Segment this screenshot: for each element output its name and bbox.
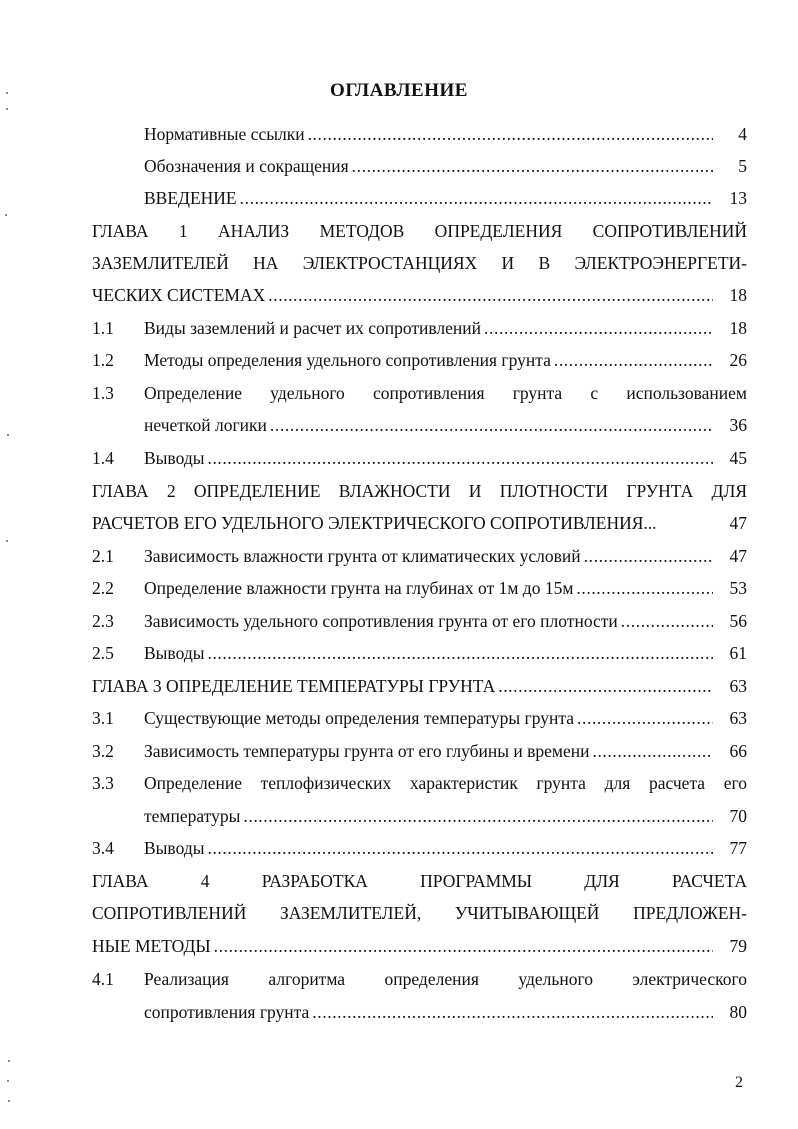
dot-leader <box>309 1002 713 1023</box>
chapter-title: ГЛАВА 2 ОПРЕДЕЛЕНИЕ ВЛАЖНОСТИ И ПЛОТНОСТИ ГРУНТА ДЛЯ <box>92 481 747 501</box>
toc-page-number: 77 <box>729 838 747 858</box>
toc-entry[interactable] <box>92 643 747 675</box>
toc-entry-text: Виды заземлений и расчет их сопротивлений <box>144 318 482 338</box>
chapter-title: РАСЧЕТОВ ЕГО УДЕЛЬНОГО ЭЛЕКТРИЧЕСКОГО СОПРОТИВЛЕНИЯ... <box>92 513 657 533</box>
chapter-title: ГЛАВА 3 ОПРЕДЕЛЕНИЕ ТЕМПЕРАТУРЫ ГРУНТА <box>92 676 496 696</box>
toc-entry[interactable] <box>92 969 747 1001</box>
chapter-heading-line[interactable] <box>92 253 747 285</box>
toc-page-number: 63 <box>729 708 747 728</box>
toc-entry[interactable] <box>92 708 747 740</box>
toc-entry-text: Зависимость влажности грунта от климатических условий <box>144 546 581 566</box>
toc-entry[interactable] <box>92 318 747 350</box>
dot-leader <box>551 350 713 371</box>
toc-entry[interactable] <box>92 578 747 610</box>
dot-leader <box>240 806 713 827</box>
chapter-title: ЗАЗЕМЛИТЕЛЕЙ НА ЭЛЕКТРОСТАНЦИЯХ И В ЭЛЕКТРОЭНЕРГЕТИ- <box>92 253 747 273</box>
toc-page-number: 70 <box>729 806 747 826</box>
chapter-heading-line[interactable] <box>92 903 747 935</box>
toc-page-number: 13 <box>729 188 747 208</box>
toc-entry[interactable] <box>92 936 747 968</box>
section-number: 1.1 <box>92 318 114 338</box>
page-title: ОГЛАВЛЕНИЕ <box>330 80 468 101</box>
toc-entry[interactable] <box>144 124 747 156</box>
section-number: 2.1 <box>92 546 114 566</box>
section-number: 3.3 <box>92 773 114 793</box>
dot-leader <box>237 188 713 209</box>
chapter-title: ГЛАВА 1 АНАЛИЗ МЕТОДОВ ОПРЕДЕЛЕНИЯ СОПРОТИВЛЕНИЙ <box>92 221 747 241</box>
toc-entry-text: Нормативные ссылки <box>144 124 305 144</box>
toc-page-number: 18 <box>729 285 747 305</box>
dot-leader <box>305 124 713 145</box>
section-number: 2.3 <box>92 611 114 631</box>
toc-entry[interactable] <box>92 773 747 805</box>
section-number: 3.1 <box>92 708 114 728</box>
toc-entry-text: Выводы <box>144 448 205 468</box>
scan-speck <box>6 540 8 542</box>
toc-entry[interactable] <box>92 611 747 643</box>
toc-entry[interactable] <box>92 448 747 480</box>
toc-entry-text: температуры <box>144 806 241 826</box>
scan-speck <box>8 1060 10 1062</box>
dot-leader <box>495 676 713 697</box>
toc-page-number: 56 <box>729 611 747 631</box>
toc-page-number: 80 <box>729 1002 747 1022</box>
dot-leader <box>204 838 713 859</box>
section-number: 2.2 <box>92 578 114 598</box>
toc-page-number: 47 <box>729 513 747 533</box>
toc-page-number: 45 <box>729 448 747 468</box>
chapter-heading-line[interactable] <box>92 871 747 903</box>
chapter-heading-line[interactable] <box>92 481 747 513</box>
section-number: 3.4 <box>92 838 114 858</box>
toc-entry[interactable] <box>144 188 747 220</box>
dot-leader <box>204 643 713 664</box>
section-number: 2.5 <box>92 643 114 663</box>
chapter-heading-line[interactable] <box>92 221 747 253</box>
toc-entry-text: Обозначения и сокращения <box>144 156 349 176</box>
section-number: 1.4 <box>92 448 114 468</box>
dot-leader <box>589 741 713 762</box>
toc-entry-continuation[interactable] <box>144 806 747 838</box>
scan-speck <box>7 1080 9 1082</box>
dot-leader <box>481 318 713 339</box>
chapter-title: ЧЕСКИХ СИСТЕМАХ <box>92 285 266 305</box>
toc-page-number: 5 <box>738 156 747 176</box>
toc-page-number: 4 <box>738 124 747 144</box>
toc-entry[interactable] <box>92 546 747 578</box>
dot-leader <box>267 415 713 436</box>
toc-entry[interactable] <box>92 383 747 415</box>
toc-entry-text: Реализация алгоритма определения удельного электрического <box>144 969 747 989</box>
toc-entry[interactable] <box>92 285 747 317</box>
toc-entry-continuation[interactable] <box>144 415 747 447</box>
dot-leader <box>618 611 713 632</box>
toc-entry[interactable] <box>92 350 747 382</box>
toc-entry-text: нечеткой логики <box>144 415 267 435</box>
dot-leader <box>204 448 713 469</box>
toc-entry-text: Определение влажности грунта на глубинах от 1м до 15м <box>144 578 574 598</box>
toc-page-number: 79 <box>729 936 747 956</box>
toc-entry-text: сопротивления грунта <box>144 1002 310 1022</box>
section-number: 1.3 <box>92 383 114 403</box>
scan-speck <box>6 92 8 94</box>
toc-entry-text: Определение удельного сопротивления грунта с использованием <box>144 383 747 403</box>
toc-entry[interactable] <box>92 838 747 870</box>
toc-page-number: 66 <box>729 741 747 761</box>
toc-page-number: 61 <box>729 643 747 663</box>
section-number: 1.2 <box>92 350 114 370</box>
scan-speck <box>8 1100 10 1102</box>
toc-entry-text: Зависимость температуры грунта от его глубины и времени <box>144 741 590 761</box>
toc-entry-text: Существующие методы определения температуры грунта <box>144 708 574 728</box>
toc-entry[interactable] <box>92 513 747 545</box>
dot-leader <box>211 936 713 957</box>
toc-entry[interactable] <box>92 741 747 773</box>
toc-entry-continuation[interactable] <box>144 1002 747 1034</box>
dot-leader <box>349 156 713 177</box>
toc-entry[interactable] <box>92 676 747 708</box>
dot-leader <box>581 546 713 567</box>
section-number: 4.1 <box>92 969 114 989</box>
toc-page-number: 53 <box>729 578 747 598</box>
chapter-title: НЫЕ МЕТОДЫ <box>92 936 211 956</box>
scan-speck <box>7 434 9 436</box>
scan-speck <box>5 214 7 216</box>
dot-leader <box>574 708 713 729</box>
page-number: 2 <box>735 1074 743 1091</box>
toc-entry-text: ВВЕДЕНИЕ <box>144 188 237 208</box>
toc-page-number: 63 <box>729 676 747 696</box>
dot-leader <box>265 285 713 306</box>
chapter-title: ГЛАВА 4 РАЗРАБОТКА ПРОГРАММЫ ДЛЯ РАСЧЕТА <box>92 871 747 891</box>
toc-page-number: 36 <box>729 415 747 435</box>
toc-entry-text: Методы определения удельного сопротивления грунта <box>144 350 551 370</box>
chapter-title: СОПРОТИВЛЕНИЙ ЗАЗЕМЛИТЕЛЕЙ, УЧИТЫВАЮЩЕЙ ПРЕДЛОЖЕН- <box>92 903 747 923</box>
toc-entry[interactable] <box>144 156 747 188</box>
toc-entry-text: Выводы <box>144 643 205 663</box>
toc-page-number: 18 <box>729 318 747 338</box>
toc-page-number: 47 <box>729 546 747 566</box>
toc-page-number: 26 <box>729 350 747 370</box>
scan-speck <box>6 108 8 110</box>
toc-entry-text: Зависимость удельного сопротивления грунта от его плотности <box>144 611 618 631</box>
dot-leader <box>573 578 713 599</box>
toc-entry-text: Выводы <box>144 838 205 858</box>
section-number: 3.2 <box>92 741 114 761</box>
toc-entry-text: Определение теплофизических характеристик грунта для расчета его <box>144 773 747 793</box>
